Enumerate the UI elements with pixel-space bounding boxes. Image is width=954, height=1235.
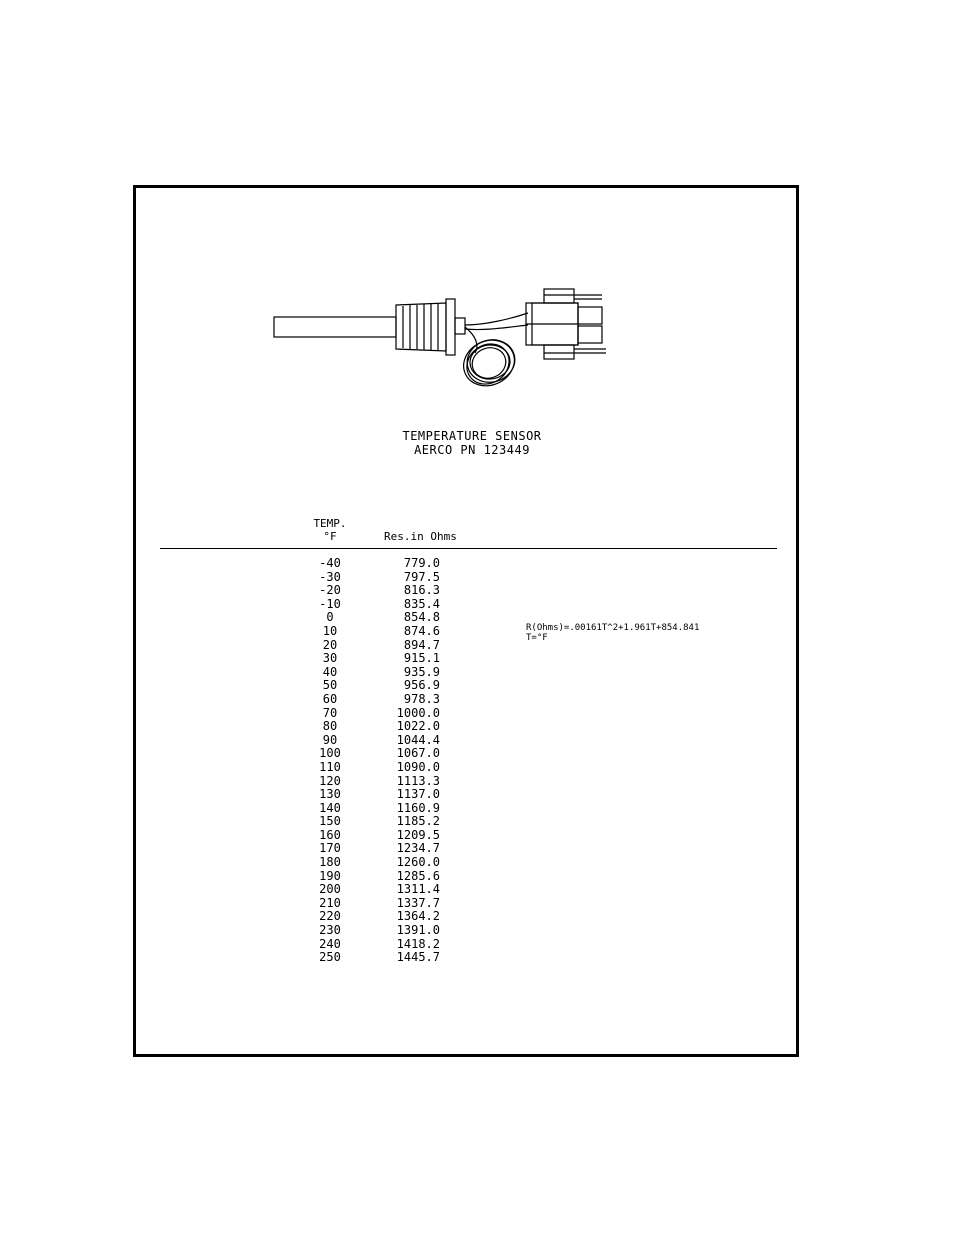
temp-cell: 200 (319, 882, 341, 897)
temp-cell: 180 (319, 855, 341, 870)
temp-cell: 40 (322, 664, 338, 679)
resistance-cell: 1044.4 (396, 732, 440, 747)
resistance-cell: 1185.2 (396, 814, 440, 829)
temp-cell: -10 (319, 596, 341, 611)
table-row (290, 734, 440, 748)
resistance-column-header: Res.in Ohms (384, 530, 457, 543)
resistance-cell: 1391.0 (396, 923, 440, 938)
table-row (290, 598, 440, 612)
temp-cell: 120 (319, 773, 341, 788)
caption-part-number: AERCO PN 123449 (414, 443, 530, 457)
resistance-cell: 1311.4 (396, 882, 440, 897)
temp-column-header (290, 517, 370, 543)
temp-header-unit: °F (323, 530, 337, 543)
table-row (290, 897, 440, 911)
coiled-wire (456, 332, 522, 394)
temp-cell: 250 (319, 950, 341, 965)
table-row (290, 720, 440, 734)
resistance-cell: 935.9 (403, 664, 440, 679)
temp-cell: 100 (319, 746, 341, 761)
temp-cell: 80 (322, 719, 338, 734)
table-row (290, 856, 440, 870)
formula-equation: R(Ohms)=.00161T^2+1.961T+854.841 (526, 623, 700, 633)
temp-cell: 130 (319, 787, 341, 802)
table-row (290, 761, 440, 775)
temp-cell: 50 (322, 678, 338, 693)
temp-cell: 210 (319, 895, 341, 910)
temp-cell: 0 (326, 610, 334, 625)
table-row (290, 870, 440, 884)
resistance-cell: 1022.0 (396, 719, 440, 734)
resistance-cell: 1160.9 (396, 800, 440, 815)
lead-wires (465, 313, 528, 325)
table-row (290, 666, 440, 680)
table-row (290, 625, 440, 639)
temp-cell: 190 (319, 868, 341, 883)
temp-cell: 140 (319, 800, 341, 815)
resistance-cell: 1113.3 (396, 773, 440, 788)
hex-nut (446, 299, 455, 355)
resistance-cell: 915.1 (403, 651, 440, 666)
sensor-probe (274, 317, 396, 337)
resistance-cell: 1285.6 (396, 868, 440, 883)
temp-header-label: TEMP. (313, 517, 347, 530)
header-divider (160, 548, 777, 549)
table-row (290, 571, 440, 585)
temp-cell: 220 (319, 909, 341, 924)
resistance-cell: 797.5 (403, 569, 440, 584)
table-row (290, 652, 440, 666)
resistance-cell: 1260.0 (396, 855, 440, 870)
sensor-caption (332, 429, 612, 457)
resistance-cell: 854.8 (403, 610, 440, 625)
temp-cell: -20 (319, 583, 341, 598)
temp-cell: 170 (319, 841, 341, 856)
table-row (290, 938, 440, 952)
resistance-cell: 816.3 (403, 583, 440, 598)
wire-connector (526, 289, 606, 359)
table-row (290, 815, 440, 829)
temp-cell: -40 (319, 556, 341, 570)
table-row (290, 775, 440, 789)
resistance-cell: 835.4 (403, 596, 440, 611)
temp-cell: -30 (319, 569, 341, 584)
caption-title: TEMPERATURE SENSOR (402, 429, 542, 443)
resistance-formula (526, 623, 699, 643)
table-row (290, 584, 440, 598)
table-row (290, 747, 440, 761)
temp-cell: 20 (322, 637, 338, 652)
temp-cell: 240 (319, 936, 341, 951)
temp-cell: 10 (322, 623, 338, 638)
table-row (290, 693, 440, 707)
table-row (290, 842, 440, 856)
table-row (290, 924, 440, 938)
resistance-cell: 1137.0 (396, 787, 440, 802)
resistance-cell: 1000.0 (396, 705, 440, 720)
table-row (290, 910, 440, 924)
resistance-cell: 1067.0 (396, 746, 440, 761)
temp-cell: 90 (322, 732, 338, 747)
temp-cell: 60 (322, 691, 338, 706)
resistance-table (290, 557, 440, 965)
temperature-sensor-drawing (270, 285, 610, 395)
table-row (290, 639, 440, 653)
formula-variable: T=°F (526, 633, 548, 643)
table-row (290, 788, 440, 802)
temp-cell: 110 (319, 759, 341, 774)
resistance-cell: 1090.0 (396, 759, 440, 774)
table-row (290, 679, 440, 693)
resistance-cell: 1445.7 (396, 950, 440, 965)
temp-cell: 230 (319, 923, 341, 938)
table-row (290, 707, 440, 721)
table-row (290, 611, 440, 625)
table-row (290, 883, 440, 897)
table-row (290, 829, 440, 843)
temp-cell: 70 (322, 705, 338, 720)
temp-cell: 160 (319, 827, 341, 842)
resistance-cell: 1418.2 (396, 936, 440, 951)
resistance-cell: 1209.5 (396, 827, 440, 842)
resistance-cell: 956.9 (403, 678, 440, 693)
resistance-cell: 978.3 (403, 691, 440, 706)
resistance-cell: 1364.2 (396, 909, 440, 924)
resistance-cell: 874.6 (403, 623, 440, 638)
table-row (290, 802, 440, 816)
table-row (290, 951, 440, 965)
table-row (290, 557, 440, 571)
resistance-cell: 894.7 (403, 637, 440, 652)
resistance-cell: 779.0 (403, 556, 440, 570)
resistance-cell: 1234.7 (396, 841, 440, 856)
resistance-cell: 1337.7 (396, 895, 440, 910)
temp-cell: 30 (322, 651, 338, 666)
temp-cell: 150 (319, 814, 341, 829)
